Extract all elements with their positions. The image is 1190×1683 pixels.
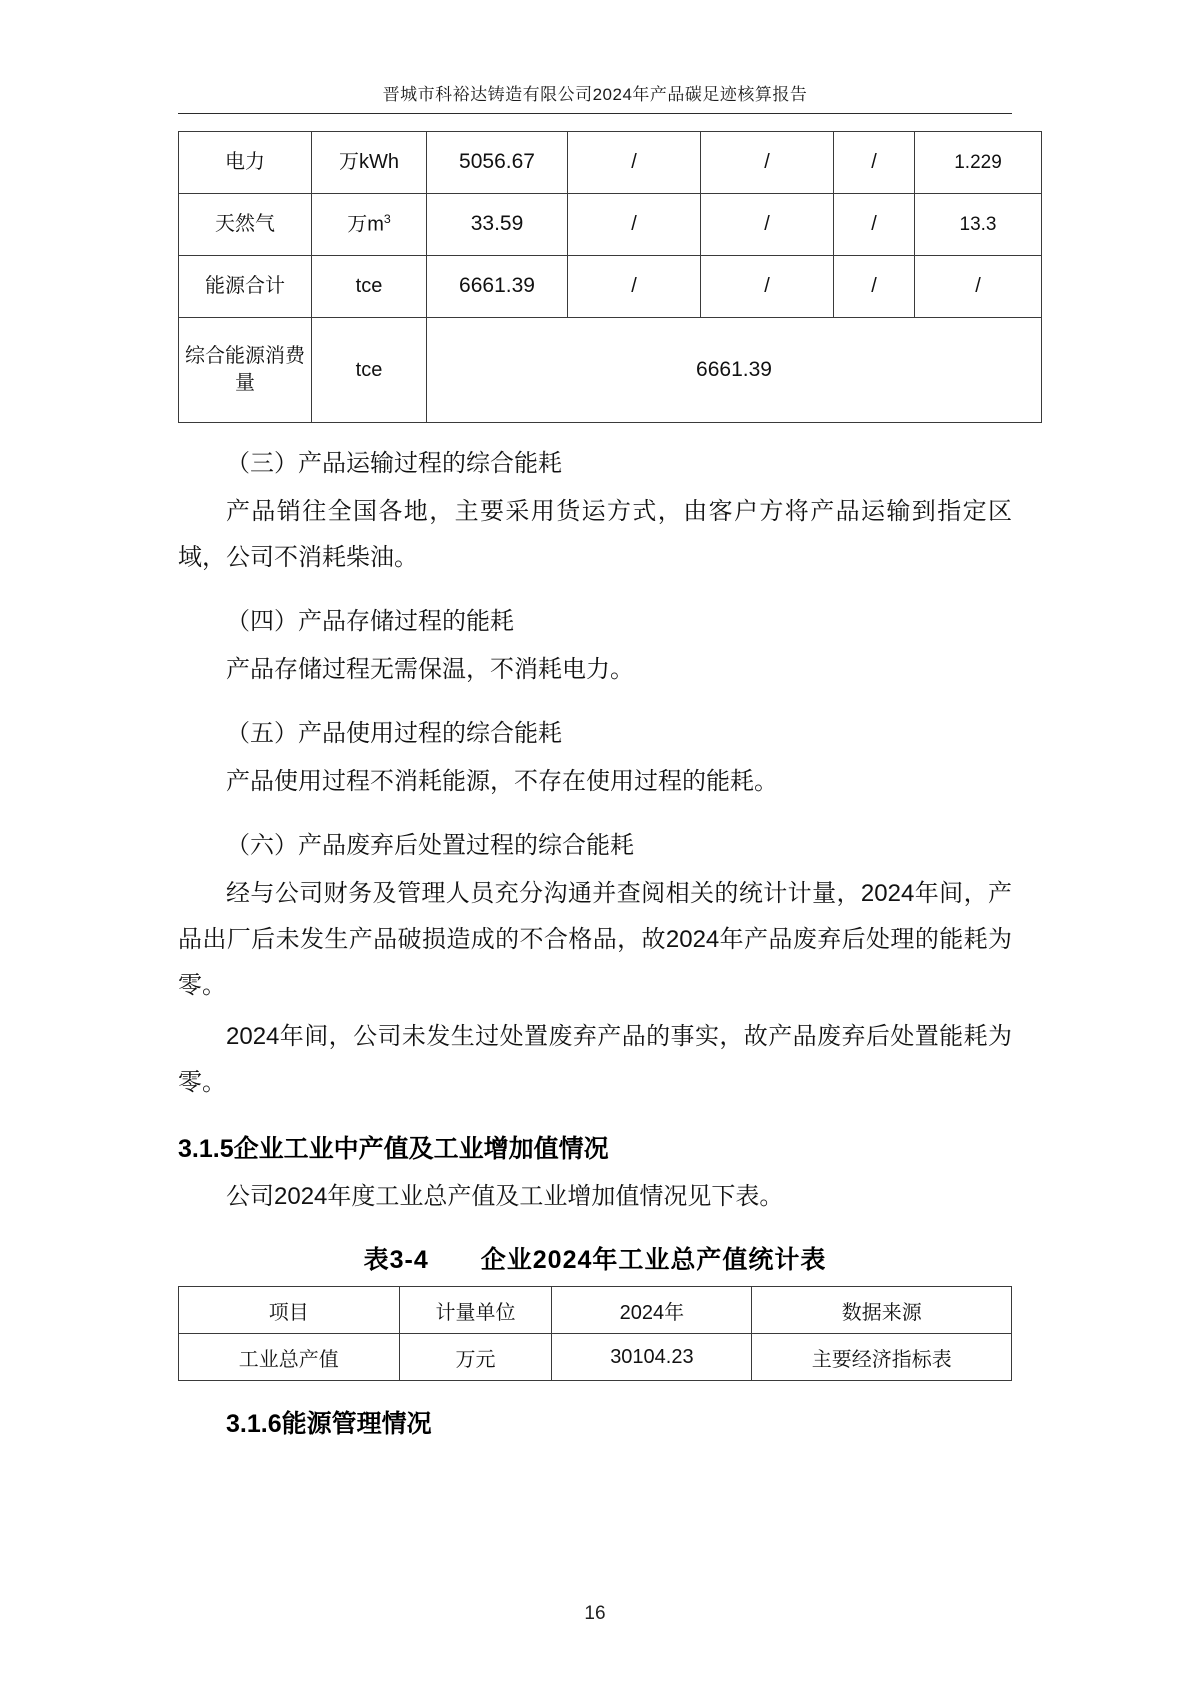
cell-energy-v2: / [568,256,701,318]
subsection-315-heading: 3.1.5企业工业中产值及工业增加值情况 [178,1134,609,1163]
page-header [178,0,1012,105]
subsection-315-paragraph: 公司2024年度工业总产值及工业增加值情况见下表。 [226,1183,784,1211]
table-row [179,132,1042,194]
cell-total-value: 6661.39 [427,318,1042,423]
energy-consumption-table [178,131,1042,423]
cell-energy-v5: 13.3 [915,194,1042,256]
table-row [179,256,1042,318]
cell-energy-v4: / [834,194,915,256]
cell-energy-v3: / [701,194,834,256]
section-5-paragraph-1: 产品使用过程不消耗能源，不存在使用过程的能耗。 [226,768,778,796]
table-row [179,1334,1012,1381]
table-3-4-caption: 表3-4 企业2024年工业总产值统计表 [363,1246,827,1275]
table-row [179,194,1042,256]
cell-energy-value: 33.59 [427,194,568,256]
table-header-row [179,1287,1012,1334]
cell-energy-v2: / [568,194,701,256]
header-divider [178,113,1012,114]
cell-unit: 万元 [399,1334,552,1381]
page-number: 16 [584,1603,606,1624]
header-year: 2024年 [552,1287,752,1334]
cell-energy-name: 能源合计 [179,256,312,318]
industrial-output-table [178,1286,1012,1381]
section-heading-6: （六）产品废弃后处置过程的综合能耗 [226,832,634,860]
cell-energy-unit: tce [312,256,427,318]
cell-energy-v4: / [834,256,915,318]
cell-total-name: 综合能源消费量 [179,318,312,423]
cell-energy-name: 天然气 [179,194,312,256]
cell-value: 30104.23 [552,1334,752,1381]
table-row-total [179,318,1042,423]
cell-energy-v5: / [915,256,1042,318]
section-heading-5: （五）产品使用过程的综合能耗 [226,720,562,748]
cell-energy-value: 6661.39 [427,256,568,318]
header-source: 数据来源 [752,1287,1012,1334]
cell-source: 主要经济指标表 [752,1334,1012,1381]
section-4-paragraph-1: 产品存储过程无需保温，不消耗电力。 [226,656,634,684]
header-title: 晋城市科裕达铸造有限公司2024年产品碳足迹核算报告 [382,85,808,104]
section-heading-4: （四）产品存储过程的能耗 [226,608,514,636]
unit-superscript: 3 [383,211,391,226]
cell-energy-v4: / [834,132,915,194]
cell-project: 工业总产值 [179,1334,400,1381]
section-heading-3: （三）产品运输过程的综合能耗 [226,450,562,477]
subsection-316-heading: 3.1.6能源管理情况 [226,1410,432,1439]
section-6-paragraph-1: 经与公司财务及管理人员充分沟通并查阅相关的统计计量，2024年间，产品出厂后未发生产品破损造成的不合格品，故2024年产品废弃后处理的能耗为零。 [178,880,1012,1000]
cell-energy-v3: / [701,132,834,194]
section-6-paragraph-2: 2024年间，公司未发生过处置废弃产品的事实，故产品废弃后处置能耗为零。 [178,1022,1012,1096]
cell-total-unit: tce [312,318,427,423]
cell-energy-v5: 1.229 [915,132,1042,194]
cell-energy-v2: / [568,132,701,194]
cell-energy-unit [312,194,427,256]
unit-prefix: 万m [347,213,384,236]
cell-energy-value: 5056.67 [427,132,568,194]
header-project: 项目 [179,1287,400,1334]
section-3-paragraph-1: 产品销往全国各地，主要采用货运方式，由客户方将产品运输到指定区域，公司不消耗柴油。 [178,498,1012,572]
cell-energy-v3: / [701,256,834,318]
cell-energy-name: 电力 [179,132,312,194]
header-unit: 计量单位 [399,1287,552,1334]
cell-energy-unit: 万kWh [312,132,427,194]
